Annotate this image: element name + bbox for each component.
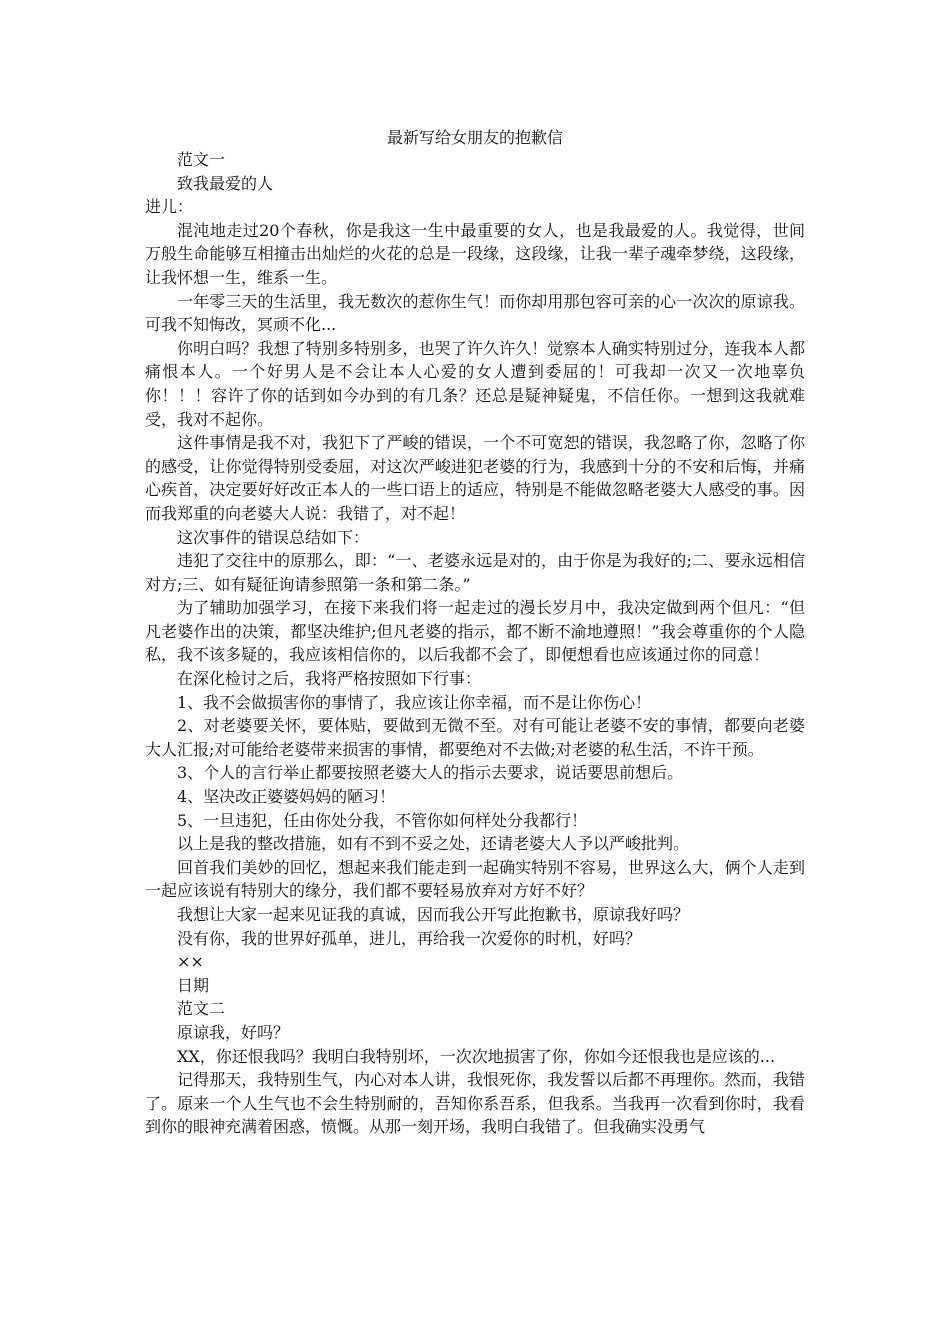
paragraph: 3、个人的言行举止都要按照老婆大人的指示去要求，说话要思前想后。 (177, 763, 684, 783)
paragraph: 4、坚决改正婆婆妈妈的陋习！ (177, 787, 396, 807)
paragraph: 一年零三天的生活里，我无数次的惹你生气！而你却用那包容可亲的心一次次的原谅我。可我不知悔改，冥顽不化... (145, 291, 805, 335)
paragraph: 你明白吗？我想了特别多特别多，也哭了许久许久！觉察本人确实特别过分，连我本人都痛恨本人。一个好男人是不会让本人心爱的女人遭到委屈的！可我却一次又一次地辜负你！！！容许了你的话到如今办到的有几条？还总是疑神疑鬼，不信任你。一想到这我就难受，我对不起你。 (145, 338, 805, 429)
paragraph: XX，你还恨我吗？我明白我特别坏，一次次地损害了你，你如今还恨我也是应该的... (177, 1046, 776, 1066)
date-line: 日期 (177, 975, 210, 995)
paragraph: 这件事情是我不对，我犯下了严峻的错误，一个不可宽恕的错误，我忽略了你，忽略了你的感受，让你觉得特别受委屈，对这次严峻进犯老婆的行为，我感到十分的不安和后悔，并痛心疾首，决定要好好改正本人的一些口语上的适应，特别是不能做忽略老婆大人感受的事。因而我郑重的向老婆大人说：我错了，对不起！ (145, 433, 805, 523)
paragraph: 没有你，我的世界好孤单，进儿，再给我一次爱你的时机，好吗？ (177, 928, 642, 948)
paragraph: 范文一 (177, 150, 226, 169)
paragraph: 违犯了交往中的原那么，即：“一、老婆永远是对的，由于你是为我好的;二、要永远相信对方;三、如有疑征询请参照第一条和第二条。” (145, 551, 805, 594)
paragraph: 5、一旦违犯，任由你处分我，不管你如何样处分我都行！ (177, 810, 588, 830)
salutation: 进儿： (145, 197, 194, 217)
paragraph: 2、对老婆要关怀，要体贴，要做到无微不至。对有可能让老婆不安的事情，都要向老婆大人汇报;对可能给老婆带来损害的事情，都要绝对不去做;对老婆的私生活，不许干预。 (145, 716, 805, 759)
paragraph: 为了辅助加强学习，在接下来我们将一起走过的漫长岁月中，我决定做到两个但凡：“但凡老婆作出的决策，都坚决维护;但凡老婆的指示，都不断不渝地遵照！”我会尊重你的个人隐私，我不该多疑的，我应该相信你的，以后我都不会了，即便想看也应该通过你的同意！ (145, 598, 805, 665)
signature: ×× (177, 952, 204, 972)
paragraph: 混沌地走过20个春秋，你是我这一生中最重要的女人，也是我最爱的人。我觉得，世间万般生命能够互相撞击出灿烂的火花的总是一段缘，这段缘，让我一辈子魂牵梦绕，这段缘，让我怀想一生，维系一生。 (145, 220, 805, 287)
paragraph: 以上是我的整改措施，如有不到不妥之处，还请老婆大人予以严峻批判。 (177, 834, 690, 854)
paragraph: 这次事件的错误总结如下： (177, 527, 370, 547)
paragraph: 1、我不会做损害你的事情了，我应该让你幸福，而不是让你伤心！ (177, 692, 652, 712)
paragraph: 在深化检讨之后，我将严格按照如下行事： (177, 669, 482, 689)
paragraph: 原谅我，好吗？ (177, 1022, 290, 1042)
document-title: 最新写给女朋友的抱歉信 (386, 128, 563, 147)
document-body (145, 148, 805, 1139)
paragraph: 我想让大家一起来见证我的真诚，因而我公开写此抱歉书，原谅我好吗？ (177, 905, 690, 924)
paragraph: 致我最爱的人 (177, 173, 274, 193)
paragraph: 回首我们美妙的回忆，想起来我们能走到一起确实特别不容易，世界这么大，俩个人走到一起应该说有特别大的缘分，我们都不要轻易放弃对方好不好？ (145, 857, 805, 901)
paragraph: 记得那天，我特别生气，内心对本人讲，我恨死你，我发誓以后都不再理你。然而，我错了。原来一个人生气也不会生特别耐的，吾知你系吾系，但我系。当我再一次看到你时，我看到你的眼神充满着困惑，愤慨。从那一刻开场，我明白我错了。但我确实没勇气 (145, 1070, 805, 1137)
paragraph: 范文二 (177, 999, 226, 1019)
